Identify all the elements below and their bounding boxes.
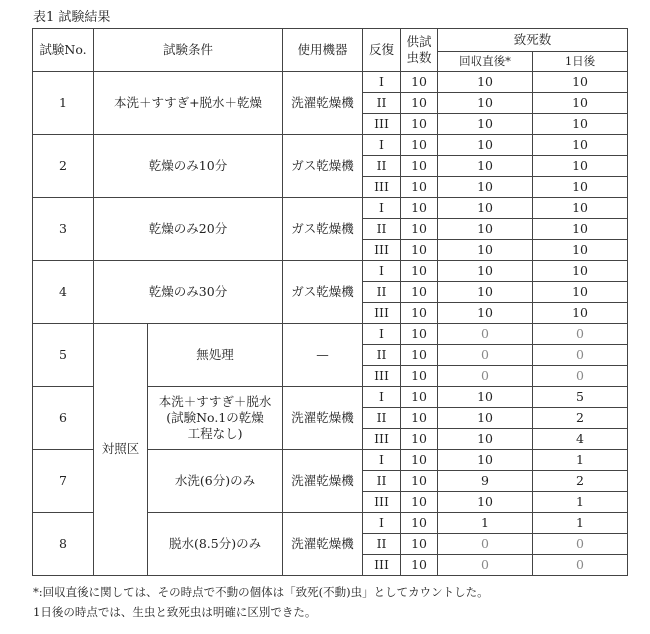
- deaths-1day: 10: [533, 219, 628, 240]
- deaths-1day: 10: [533, 303, 628, 324]
- rep-number: I: [363, 324, 401, 345]
- header-deaths-1day: 1日後: [533, 52, 628, 72]
- header-equipment: 使用機器: [283, 29, 363, 72]
- deaths-immediate: 10: [438, 303, 533, 324]
- table-row: [33, 261, 628, 282]
- test-equipment: 洗濯乾燥機: [283, 450, 363, 513]
- insect-count: 10: [401, 429, 438, 450]
- deaths-1day: 10: [533, 240, 628, 261]
- test-number: 7: [33, 450, 94, 513]
- results-table: [32, 28, 628, 576]
- insect-count: 10: [401, 471, 438, 492]
- deaths-immediate: 10: [438, 282, 533, 303]
- deaths-1day: 10: [533, 177, 628, 198]
- deaths-immediate: 10: [438, 156, 533, 177]
- rep-number: III: [363, 114, 401, 135]
- deaths-immediate: 10: [438, 429, 533, 450]
- insect-count: 10: [401, 534, 438, 555]
- deaths-1day: 10: [533, 282, 628, 303]
- rep-number: II: [363, 534, 401, 555]
- insect-count: 10: [401, 156, 438, 177]
- insect-count: 10: [401, 387, 438, 408]
- test-number: 6: [33, 387, 94, 450]
- test-number: 4: [33, 261, 94, 324]
- deaths-1day: 0: [533, 534, 628, 555]
- table-row: [33, 72, 628, 93]
- deaths-1day: 0: [533, 555, 628, 576]
- test-condition: 水洗(6分)のみ: [148, 450, 283, 513]
- deaths-immediate: 10: [438, 261, 533, 282]
- rep-number: II: [363, 156, 401, 177]
- deaths-immediate: 0: [438, 555, 533, 576]
- deaths-immediate: 1: [438, 513, 533, 534]
- header-test-no: 試験No.: [33, 29, 94, 72]
- deaths-immediate: 10: [438, 135, 533, 156]
- test-number: 1: [33, 72, 94, 135]
- deaths-1day: 10: [533, 114, 628, 135]
- rep-number: I: [363, 450, 401, 471]
- deaths-1day: 10: [533, 93, 628, 114]
- deaths-1day: 10: [533, 156, 628, 177]
- rep-number: III: [363, 429, 401, 450]
- deaths-1day: 10: [533, 72, 628, 93]
- footnote-asterisk: *:回収直後に関しては、その時点で不動の個体は「致死(不動)虫」としてカウントした。: [33, 585, 489, 599]
- insect-count: 10: [401, 450, 438, 471]
- rep-number: III: [363, 240, 401, 261]
- deaths-immediate: 10: [438, 492, 533, 513]
- rep-number: III: [363, 303, 401, 324]
- insect-count: 10: [401, 345, 438, 366]
- deaths-immediate: 10: [438, 177, 533, 198]
- deaths-immediate: 0: [438, 534, 533, 555]
- test-condition: 本洗＋すすぎ＋脱水 (試験No.1の乾燥 工程なし): [148, 387, 283, 450]
- rep-number: II: [363, 471, 401, 492]
- table-caption: 表1 試験結果: [33, 10, 111, 25]
- insect-count: 10: [401, 177, 438, 198]
- deaths-1day: 0: [533, 324, 628, 345]
- test-equipment: ガス乾燥機: [283, 135, 363, 198]
- test-equipment: ガス乾燥機: [283, 198, 363, 261]
- rep-number: I: [363, 513, 401, 534]
- insect-count: 10: [401, 72, 438, 93]
- test-condition: 乾燥のみ30分: [94, 261, 283, 324]
- deaths-1day: 2: [533, 408, 628, 429]
- insect-count: 10: [401, 282, 438, 303]
- rep-number: III: [363, 366, 401, 387]
- deaths-immediate: 0: [438, 366, 533, 387]
- table-row: [33, 324, 628, 345]
- table-row: [33, 135, 628, 156]
- insect-count: 10: [401, 198, 438, 219]
- header-rep: 反復: [363, 29, 401, 72]
- rep-number: II: [363, 93, 401, 114]
- deaths-1day: 10: [533, 198, 628, 219]
- deaths-immediate: 10: [438, 72, 533, 93]
- rep-number: I: [363, 135, 401, 156]
- deaths-immediate: 10: [438, 198, 533, 219]
- rep-number: I: [363, 198, 401, 219]
- insect-count: 10: [401, 303, 438, 324]
- deaths-immediate: 0: [438, 345, 533, 366]
- header-deaths-immediate: 回収直後*: [438, 52, 533, 72]
- insect-count: 10: [401, 324, 438, 345]
- rep-number: I: [363, 261, 401, 282]
- rep-number: I: [363, 387, 401, 408]
- test-number: 5: [33, 324, 94, 387]
- test-number: 2: [33, 135, 94, 198]
- header-condition: 試験条件: [94, 29, 283, 72]
- insect-count: 10: [401, 408, 438, 429]
- deaths-1day: 4: [533, 429, 628, 450]
- test-condition: 本洗＋すすぎ+脱水＋乾燥: [94, 72, 283, 135]
- insect-count: 10: [401, 513, 438, 534]
- insect-count: 10: [401, 492, 438, 513]
- test-condition: 無処理: [148, 324, 283, 387]
- insect-count: 10: [401, 93, 438, 114]
- insect-count: 10: [401, 555, 438, 576]
- deaths-1day: 10: [533, 261, 628, 282]
- rep-number: III: [363, 177, 401, 198]
- test-condition: 乾燥のみ20分: [94, 198, 283, 261]
- test-number: 8: [33, 513, 94, 576]
- insect-count: 10: [401, 261, 438, 282]
- deaths-1day: 0: [533, 345, 628, 366]
- deaths-1day: 1: [533, 492, 628, 513]
- deaths-1day: 1: [533, 513, 628, 534]
- deaths-immediate: 0: [438, 324, 533, 345]
- test-equipment: —: [283, 324, 363, 387]
- header-deaths: 致死数: [438, 29, 628, 52]
- insect-count: 10: [401, 366, 438, 387]
- deaths-immediate: 10: [438, 93, 533, 114]
- test-number: 3: [33, 198, 94, 261]
- insect-count: 10: [401, 219, 438, 240]
- table-row: [33, 198, 628, 219]
- insect-count: 10: [401, 240, 438, 261]
- rep-number: I: [363, 72, 401, 93]
- test-equipment: 洗濯乾燥機: [283, 72, 363, 135]
- rep-number: III: [363, 492, 401, 513]
- test-equipment: 洗濯乾燥機: [283, 513, 363, 576]
- rep-number: II: [363, 408, 401, 429]
- deaths-1day: 10: [533, 135, 628, 156]
- deaths-immediate: 10: [438, 408, 533, 429]
- deaths-immediate: 10: [438, 450, 533, 471]
- deaths-1day: 1: [533, 450, 628, 471]
- insect-count: 10: [401, 114, 438, 135]
- deaths-immediate: 10: [438, 240, 533, 261]
- footnote-next-day: 1日後の時点では、生虫と致死虫は明確に区別できた。: [33, 605, 317, 619]
- test-condition: 脱水(8.5分)のみ: [148, 513, 283, 576]
- deaths-1day: 5: [533, 387, 628, 408]
- rep-number: II: [363, 219, 401, 240]
- deaths-immediate: 10: [438, 114, 533, 135]
- header-n-insects: 供試虫数: [401, 29, 438, 72]
- deaths-1day: 2: [533, 471, 628, 492]
- test-equipment: ガス乾燥機: [283, 261, 363, 324]
- insect-count: 10: [401, 135, 438, 156]
- deaths-immediate: 10: [438, 219, 533, 240]
- test-equipment: 洗濯乾燥機: [283, 387, 363, 450]
- rep-number: II: [363, 282, 401, 303]
- test-condition: 乾燥のみ10分: [94, 135, 283, 198]
- deaths-immediate: 10: [438, 387, 533, 408]
- control-label: 対照区: [94, 324, 148, 576]
- deaths-1day: 0: [533, 366, 628, 387]
- rep-number: II: [363, 345, 401, 366]
- rep-number: III: [363, 555, 401, 576]
- deaths-immediate: 9: [438, 471, 533, 492]
